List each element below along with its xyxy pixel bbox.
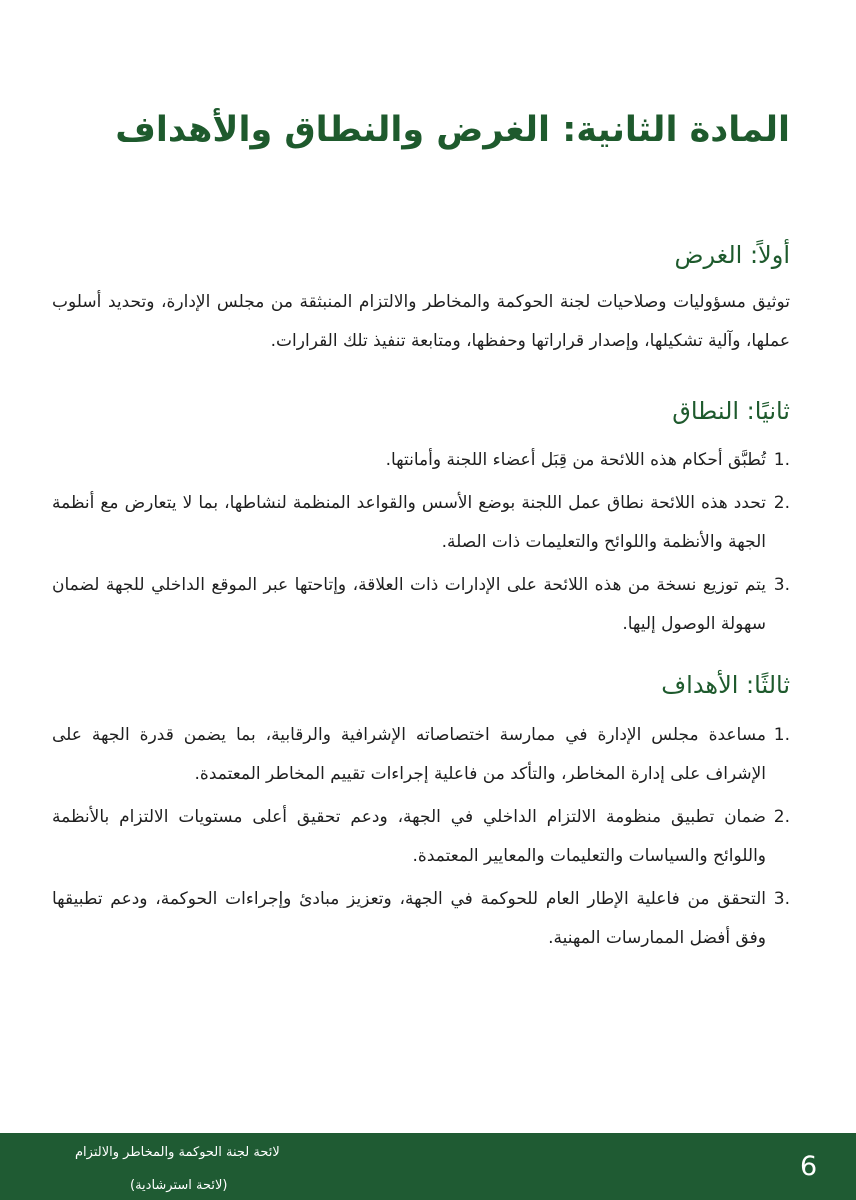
purpose-heading: أولاً: الغرض (674, 241, 790, 269)
objectives-item-3 (52, 880, 790, 958)
footer-document-type: (لائحة استرشادية) (130, 1178, 228, 1193)
list-item-number: 2. (773, 807, 790, 827)
list-item-number: 3. (773, 889, 790, 909)
purpose-paragraph: توثيق مسؤوليات وصلاحيات لجنة الحوكمة والمخاطر والالتزام المنبثقة من مجلس الإدارة، وتحديد أسلوب عملها، وآلية تشكيلها، وإصدار قراراتها وحفظها، ومتابعة تنفيذ تلك القرارات. (52, 292, 790, 351)
list-item-text: تحدد هذه اللائحة نطاق عمل اللجنة بوضع الأسس والقواعد المنظمة لنشاطها، بما لا يتعارض مع أنظمة الجهة والأنظمة واللوائح والتعليمات ذات الصلة. (52, 493, 766, 552)
list-item-text: التحقق من فاعلية الإطار العام للحوكمة في الجهة، وتعزيز مبادئ وإجراءات الحوكمة، ودعم تطبيقها وفق أفضل الممارسات المهنية. (52, 889, 766, 948)
list-item-text: ضمان تطبيق منظومة الالتزام الداخلي في الجهة، ودعم تحقيق أعلى مستويات الالتزام بالأنظمة واللوائح والسياسات والتعليمات والمعايير المعتمدة. (52, 807, 766, 866)
objectives-heading: ثالثًا: الأهداف (661, 671, 790, 699)
scope-heading: ثانيًا: النطاق (672, 397, 790, 425)
scope-item-3 (52, 566, 790, 644)
list-item-text: يتم توزيع نسخة من هذه اللائحة على الإدارات ذات العلاقة، وإتاحتها عبر الموقع الداخلي للجهة لضمان سهولة الوصول إليها. (52, 575, 766, 634)
list-item-number: 1. (773, 725, 790, 745)
objectives-list (52, 716, 790, 962)
page-footer (0, 1133, 856, 1200)
list-item-number: 1. (773, 450, 790, 470)
article-title: المادة الثانية: الغرض والنطاق والأهداف (115, 110, 790, 150)
scope-item-2 (52, 484, 790, 562)
footer-document-name: لائحة لجنة الحوكمة والمخاطر والالتزام (75, 1145, 280, 1160)
objectives-item-2 (52, 798, 790, 876)
list-item-number: 3. (773, 575, 790, 595)
page-number: 6 (800, 1151, 818, 1182)
list-item-number: 2. (773, 493, 790, 513)
objectives-item-1 (52, 716, 790, 794)
scope-list (52, 441, 790, 648)
list-item-text: تُطبَّق أحكام هذه اللائحة من قِبَل أعضاء اللجنة وأمانتها. (385, 450, 766, 470)
list-item-text: مساعدة مجلس الإدارة في ممارسة اختصاصاته الإشرافية والرقابية، بما يضمن قدرة الجهة على الإشراف على إدارة المخاطر، والتأكد من فاعلية إجراءات تقييم المخاطر المعتمدة. (52, 725, 766, 784)
scope-item-1 (52, 441, 790, 480)
